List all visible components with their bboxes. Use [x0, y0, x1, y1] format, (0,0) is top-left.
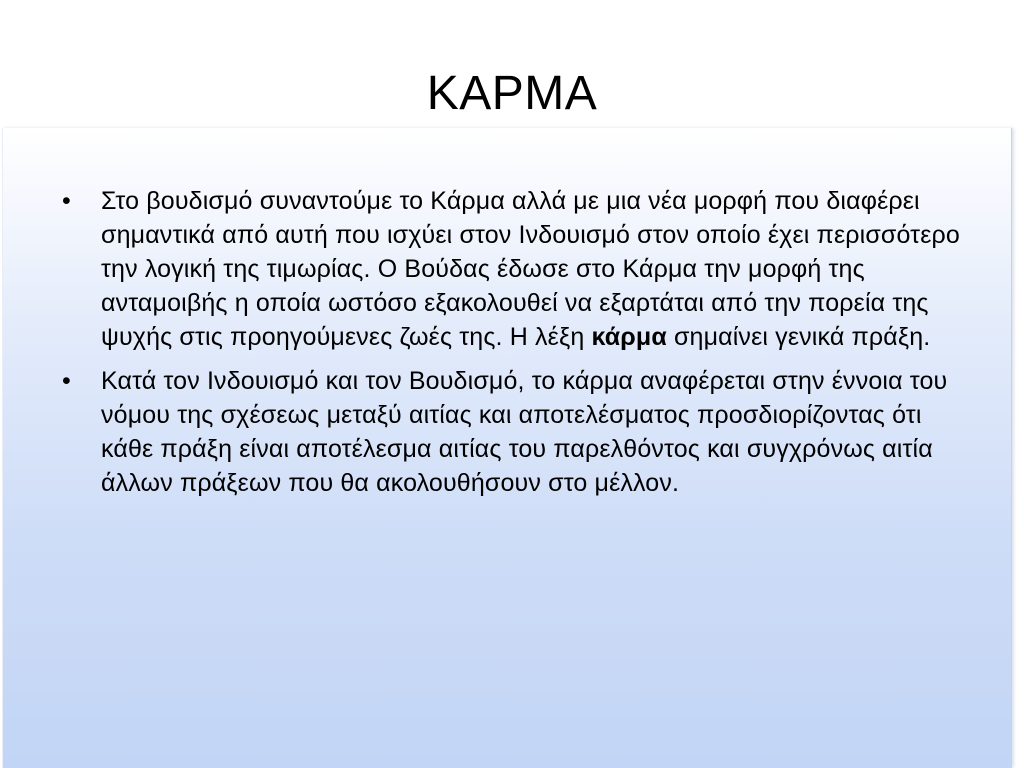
bullet-list	[60, 184, 960, 510]
slide-title: ΚΑΡΜΑ	[426, 67, 598, 120]
bullet-item-2	[60, 364, 960, 500]
bullet-1-text: Στο βουδισμό συναντούμε το Κάρμα αλλά με μια νέα μορφή που διαφέρει σημαντικά από αυτή που ισχύει στον Ινδουισμό στον οποίο έχει περισσότερο την λογική της τιμωρίας. Ο Βούδας έδωσε στο Κάρμα την μορφή της ανταμοιβής η οποία ωστόσο εξακολουθεί να εξαρτάται από την πορεία της ψυχής στις προηγούμενες ζωές της. Η λέξη	[101, 187, 960, 351]
bullet-2-text: Κατά τον Ινδουισμό και τον Βουδισμό, το κάρμα αναφέρεται στην έννοια του νόμου της σχέσεως μεταξύ αιτίας και αποτελέσματος προσδιορίζοντας ότι κάθε πράξη είναι αποτέλεσμα αιτίας του παρελθόντος και συγχρόνως αιτία άλλων πράξεων που θα ακολουθήσουν στο μέλλον.	[101, 367, 948, 497]
bullet-marker: •	[62, 367, 71, 395]
bullet-1-text-end: σημαίνει γενικά πράξη.	[666, 323, 931, 351]
bullet-marker: •	[62, 187, 71, 215]
bullet-1-bold-word: κάρμα	[591, 323, 667, 351]
bullet-item-1	[60, 184, 960, 354]
